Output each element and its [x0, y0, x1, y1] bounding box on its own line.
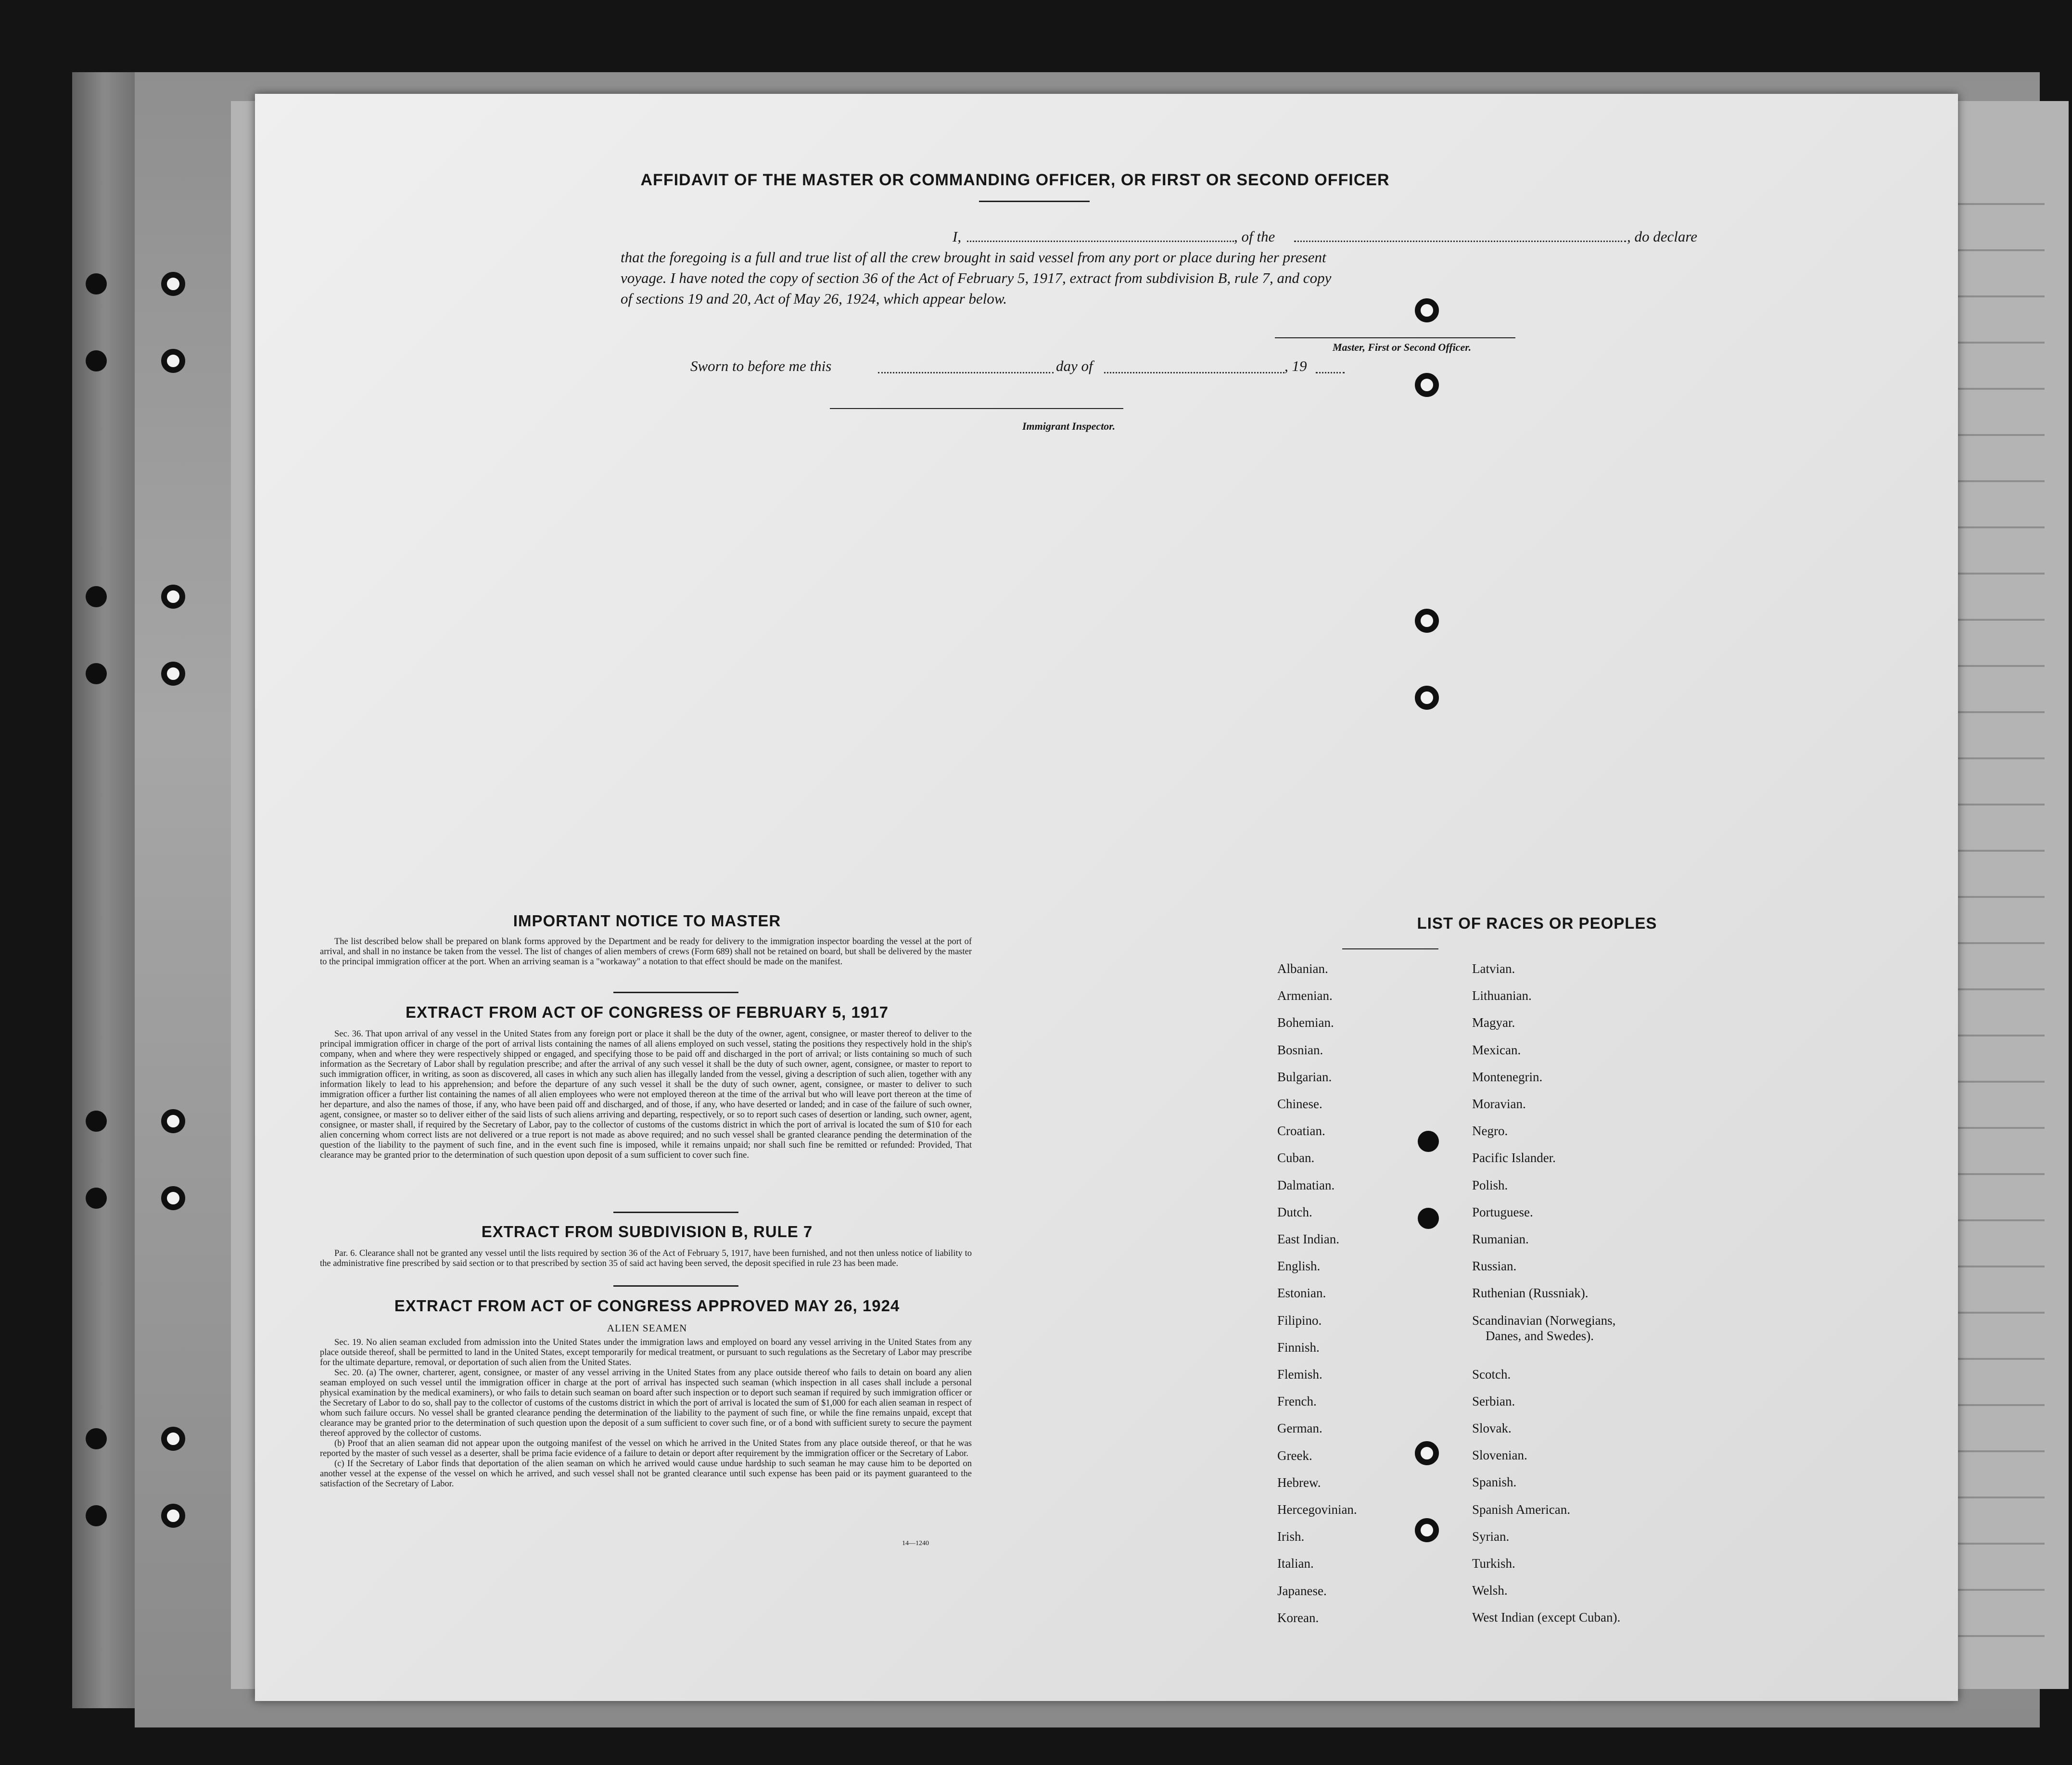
race-item: Croatian.	[1277, 1124, 1325, 1138]
punch-hole	[161, 1186, 185, 1210]
inspector-signature-line	[830, 408, 1123, 409]
punch-hole	[161, 585, 185, 609]
punch-hole	[86, 1428, 107, 1449]
punch-hole	[161, 662, 185, 686]
year-label: , 19	[1284, 358, 1307, 374]
section-20b-text: (b) Proof that an alien seaman did not appear upon the outgoing manifest of the vessel on which he arrived in the United States from any place outside thereof, or that he was reported by the master of such vessel as a deserter, shall be prima facie evidence of a failure to detain or deport after requirement by the immigration officer or the Secretary of Labor.	[320, 1439, 972, 1458]
race-item: Moravian.	[1472, 1097, 1526, 1112]
binder-strip	[72, 72, 144, 1708]
sworn-label: Sworn to before me this	[690, 358, 832, 374]
race-item: Russian.	[1472, 1259, 1517, 1274]
race-item: Estonian.	[1277, 1286, 1326, 1301]
race-item: Korean.	[1277, 1610, 1319, 1625]
affidavit-text	[621, 226, 1843, 309]
race-item: German.	[1277, 1421, 1322, 1436]
race-item: Hercegovinian.	[1277, 1502, 1357, 1517]
do-declare-label: , do declare	[1627, 228, 1698, 245]
race-item: Danes, and Swedes).	[1486, 1328, 1594, 1343]
race-item: Slovenian.	[1472, 1448, 1527, 1463]
race-item: Polish.	[1472, 1177, 1508, 1192]
punch-hole	[1418, 1131, 1439, 1152]
affidavit-line-2: that the foregoing is a full and true list of all the crew brought in said vessel from any port or place during her present	[621, 249, 1326, 266]
race-item: Hebrew.	[1277, 1475, 1321, 1490]
race-item: Welsh.	[1472, 1583, 1508, 1598]
punch-hole	[161, 272, 185, 296]
race-item: Italian.	[1277, 1556, 1314, 1571]
punch-hole	[86, 1188, 107, 1209]
race-item: Serbian.	[1472, 1394, 1515, 1408]
extract-1917-title: EXTRACT FROM ACT OF CONGRESS OF FEBRUARY 5, 1917	[406, 1003, 889, 1021]
extract-1924-title: EXTRACT FROM ACT OF CONGRESS APPROVED MAY 26, 1924	[394, 1297, 900, 1315]
race-item: Scotch.	[1472, 1367, 1511, 1381]
race-item: Mexican.	[1472, 1042, 1521, 1057]
extract-rule7-title: EXTRACT FROM SUBDIVISION B, RULE 7	[481, 1223, 813, 1241]
extract-1917-text: Sec. 36. That upon arrival of any vessel in the United States from any foreign port or place it shall be the duty of the owner, agent, consignee, or master thereof to deliver to the principal immigration officer in charge of the port of arrival lists containing the names of all aliens employed on such vessel, stating the positions they respectively hold in the ship's company, when and where they were respectively shipped or engaged, and specifying those to be paid off and discharged in the port of arrival; or lists containing so much of such information as the Secretary of Labor shall by regulation prescribe; and after the arrival of any such vessel it shall be the duty of such owner, agent, consignee, or master to report to such immigration officer, in writing, as soon as discovered, all cases in which any such alien has illegally landed from the vessel, giving a description of such alien, together with any information likely to lead to his apprehension; and before the departure of any such vessel it shall be the duty of such owner, agent, consignee, or master to deliver to such immigration officer a further list containing the names of all alien employees who were not employed thereon at the time of the arrival but who will leave port thereon at the time of her departure, and also the names of those, if any, who have been paid off and discharged, and of those, if any, who have deserted or landed; and in case of the failure of such owner, agent, consignee, or master so to deliver either of the said lists of such aliens arriving and departing, respectively, or so to report such cases of desertion or landing, such owner, agent, consignee, or master shall, if required by the Secretary of Labor, pay to the collector of customs of the customs district in which the port of arrival is located the sum of $10 for each alien concerning whom correct lists are not delivered or a true report is not made as above required; and no such vessel shall be granted clearance pending the determination of the question of the liability to the payment of such fine, and in the event such fine is imposed, while it remains unpaid; nor shall such fine be remitted or refunded: Provided, That clearance may be granted prior to the determination of such question upon deposit of a sum sufficient to cover such fine.	[320, 1029, 972, 1160]
race-item: Spanish.	[1472, 1475, 1517, 1490]
punch-hole	[161, 349, 185, 373]
race-item: Albanian.	[1277, 961, 1328, 976]
race-item: Rumanian.	[1472, 1232, 1529, 1247]
master-signature-line	[1275, 337, 1515, 338]
race-item: Negro.	[1472, 1124, 1508, 1138]
race-item: Scandinavian (Norwegians,	[1472, 1313, 1616, 1328]
race-item: Bulgarian.	[1277, 1069, 1332, 1084]
race-item: West Indian (except Cuban).	[1472, 1610, 1621, 1625]
vessel-name-field	[1294, 241, 1626, 242]
affidavit-line-4: of sections 19 and 20, Act of May 26, 1924, which appear below.	[621, 290, 1007, 307]
race-item: Syrian.	[1472, 1529, 1510, 1544]
race-item: Chinese.	[1277, 1097, 1322, 1112]
race-item: Armenian.	[1277, 988, 1333, 1003]
punch-hole	[1415, 1441, 1439, 1465]
punch-hole	[86, 663, 107, 684]
race-item: Dutch.	[1277, 1204, 1312, 1219]
race-item: French.	[1277, 1394, 1317, 1409]
races-title-rule	[1342, 948, 1438, 949]
race-item: Greek.	[1277, 1448, 1312, 1463]
inspector-label: Immigrant Inspector.	[1022, 420, 1116, 432]
notice-text: The list described below shall be prepared on blank forms approved by the Department and be ready for delivery to the immigration inspector boarding the vessel at the port of arrival, and shall in no instance be taken from the vessel. The list of changes of alien members of crews (Form 689) shall not be retained on board, but shall be delivered by the master to the principal immigration officer at the port. When an arriving seaman is a "workaway" a notation to that effect should be made on the manifest.	[320, 937, 972, 967]
punch-hole	[86, 1111, 107, 1132]
race-item: Cuban.	[1277, 1151, 1315, 1165]
race-item: Slovak.	[1472, 1421, 1512, 1436]
of-the-label: , of the	[1234, 228, 1275, 245]
punch-hole	[86, 350, 107, 371]
sworn-month-field	[1104, 372, 1284, 373]
section-19-text: Sec. 19. No alien seaman excluded from admission into the United States under the immigration laws and employed on board any vessel arriving in the United States from any place outside thereof, shall be permitted to land in the United States, except temporarily for medical treatment, or pursuant to such regulations as the Secretary of Labor may prescribe for the ultimate departure, removal, or deportation of such alien from the United States.	[320, 1338, 972, 1368]
races-title: LIST OF RACES OR PEOPLES	[1417, 914, 1657, 932]
declarant-label: I,	[953, 228, 962, 245]
form-number: 14—1240	[902, 1540, 929, 1547]
punch-hole	[86, 273, 107, 294]
race-item: Pacific Islander.	[1472, 1151, 1556, 1165]
races-left-column	[1277, 955, 1357, 1631]
race-item: East Indian.	[1277, 1232, 1339, 1247]
race-item: Portuguese.	[1472, 1204, 1533, 1219]
extract-1924-body	[320, 1338, 972, 1489]
punch-hole	[1415, 609, 1439, 633]
race-item: Filipino.	[1277, 1313, 1322, 1328]
notice-title: IMPORTANT NOTICE TO MASTER	[513, 912, 781, 930]
section-20a-text: Sec. 20. (a) The owner, charterer, agent, consignee, or master of any vessel arriving in the United States from any place outside thereof who fails to detain on board any alien seaman employed on such vessel until the immigration officer in charge at the port of arrival has inspected such seaman (which inspection in all cases shall include a personal physical examination by the medical examiners), or who fails to detain such seaman on board after such inspection or to deport such seaman if required by such immigration officer or the Secretary of Labor to do so, shall pay to the collector of customs of the customs district in which the port of arrival is located the sum of $1,000 for each alien seaman in respect of whom such failure occurs. No vessel shall be granted clearance pending the determination of the liability to the payment of such fine, or while the fine remains unpaid, except that clearance may be granted prior to the determination of such question upon the deposit of a sum sufficient to cover such fine, or of a bond with sufficient surety to secure the payment thereof approved by the collector of customs.	[320, 1368, 972, 1438]
race-item: Flemish.	[1277, 1367, 1322, 1382]
race-item: Montenegrin.	[1472, 1069, 1543, 1084]
section-divider	[613, 1285, 738, 1287]
affidavit-title: AFFIDAVIT OF THE MASTER OR COMMANDING OFFICER, OR FIRST OR SECOND OFFICER	[640, 171, 1390, 189]
race-item: Finnish.	[1277, 1340, 1320, 1355]
sworn-line	[690, 358, 1508, 377]
punch-hole	[161, 1109, 185, 1133]
race-item: Magyar.	[1472, 1015, 1515, 1030]
declarant-name-field	[967, 241, 1234, 242]
section-divider	[613, 1212, 738, 1213]
race-item: Turkish.	[1472, 1556, 1515, 1571]
master-signature-label: Master, First or Second Officer.	[1333, 341, 1472, 353]
extract-rule7-text: Par. 6. Clearance shall not be granted any vessel until the lists required by section 36 of the Act of February 5, 1917, have been furnished, and not then unless notice of liability to the administrative fine prescribed by said section or to that prescribed by section 35 of said act having been served, the deposit specified in rule 23 has been made.	[320, 1249, 972, 1268]
race-item: Japanese.	[1277, 1583, 1327, 1598]
document-sheet	[255, 94, 1958, 1701]
alien-seamen-subtitle: ALIEN SEAMEN	[607, 1322, 687, 1334]
races-right-column	[1472, 955, 1620, 1631]
sworn-day-field	[878, 372, 1054, 373]
section-20c-text: (c) If the Secretary of Labor finds that deportation of the alien seaman on which he arrived would cause undue hardship to such seaman he may cause him to be deported on another vessel at the expense of the vessel on which he arrived, and such vessel shall not be granted clearance until such expense has been paid or its payment guaranteed to the satisfaction of the Secretary of Labor.	[320, 1459, 972, 1489]
race-item: Dalmatian.	[1277, 1177, 1335, 1192]
punch-hole	[86, 1505, 107, 1526]
sworn-year-field	[1316, 372, 1345, 373]
race-item: Bohemian.	[1277, 1015, 1334, 1030]
punch-hole	[1415, 1518, 1439, 1542]
affidavit-line-3: voyage. I have noted the copy of section 36 of the Act of February 5, 1917, extract from subdivision B, rule 7, and copy	[621, 269, 1332, 286]
race-item: Spanish American.	[1472, 1502, 1570, 1517]
race-item: Bosnian.	[1277, 1042, 1323, 1057]
title-rule	[979, 201, 1090, 202]
punch-hole	[161, 1504, 185, 1528]
section-divider	[613, 992, 738, 993]
race-item: English.	[1277, 1259, 1321, 1274]
punch-hole	[161, 1427, 185, 1451]
race-item: Lithuanian.	[1472, 988, 1532, 1003]
race-item: Ruthenian (Russniak).	[1472, 1286, 1589, 1301]
race-item: Irish.	[1277, 1529, 1305, 1544]
race-item: Latvian.	[1472, 961, 1515, 976]
punch-hole	[1418, 1208, 1439, 1229]
punch-hole	[1415, 686, 1439, 710]
day-of-label: day of	[1056, 358, 1093, 374]
punch-hole	[86, 586, 107, 607]
